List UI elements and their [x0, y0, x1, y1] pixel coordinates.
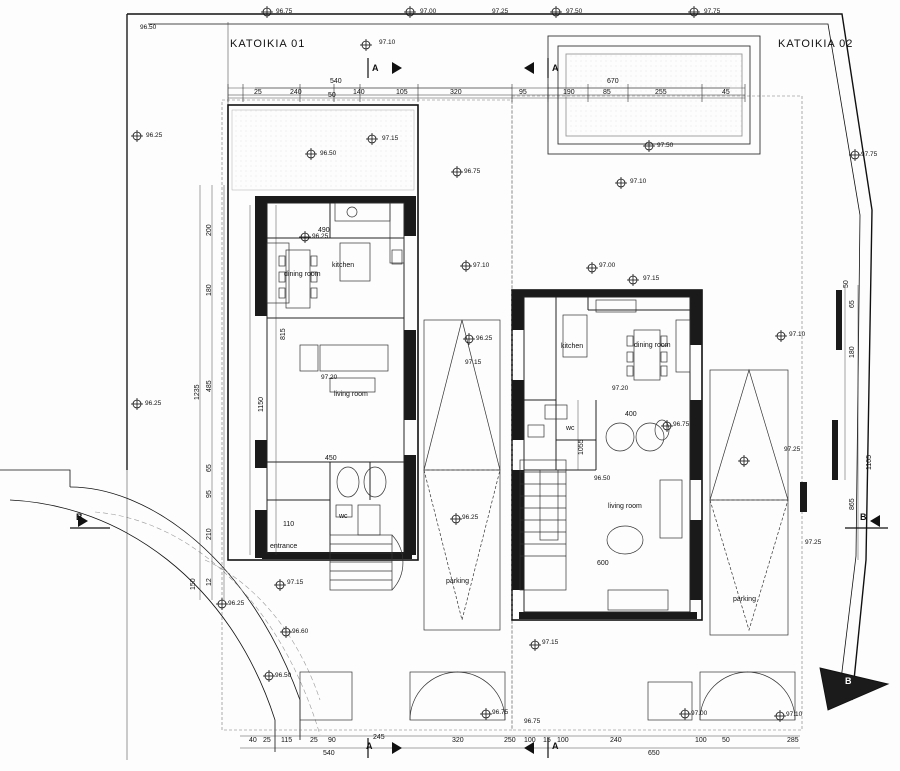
elevation-point: 97.15: [465, 359, 482, 366]
elevation-top-6: 97.75: [704, 8, 721, 15]
house-title-left: ΚΑΤΟΙΚΙΑ 01: [230, 38, 306, 50]
room-label-wc-left: wc: [339, 513, 348, 520]
room-label-parking-right: parking: [733, 596, 756, 603]
dim-top-8: 190: [563, 89, 575, 96]
dimv-left-main-3: 1235: [194, 384, 201, 400]
dimv-left-main-2: 1150: [258, 396, 265, 412]
elevation-point: 96.50: [275, 672, 292, 679]
elevation-point: 97.75: [861, 151, 878, 158]
dim-top-3: 50: [328, 92, 336, 99]
elevation-point: 97.10: [789, 331, 806, 338]
room-label-living-right: living room: [608, 503, 642, 510]
section-mark-a-bottom-left: A: [366, 741, 373, 751]
dimv-left-7: 12: [206, 578, 213, 586]
elevation-point: 97.00: [691, 710, 708, 717]
dim-top-11: 45: [722, 89, 730, 96]
elevation-point: 97.15: [287, 579, 304, 586]
room-label-kitchen-right: kitchen: [561, 343, 584, 350]
elevation-point: 97.25: [784, 446, 801, 453]
dim-top-4: 140: [353, 89, 365, 96]
elevation-top-3: 97.00: [420, 8, 437, 15]
dimv-left-5: 95: [206, 490, 213, 498]
elevation-point: 97.10: [379, 39, 396, 46]
dim-top-10: 255: [655, 89, 667, 96]
elevation-top-1: 96.50: [140, 24, 157, 31]
dim-interior-left-3: 110: [283, 521, 295, 528]
dimv-right-3: 865: [849, 498, 856, 510]
room-label-wc-right: wc: [566, 425, 575, 432]
section-mark-b-right: B: [860, 512, 867, 522]
dim-bottom-15: 285: [787, 737, 799, 744]
elevation-point: 96.75: [492, 709, 509, 716]
dim-bottom-8: 250: [504, 737, 516, 744]
living-furniture-left: [300, 345, 388, 392]
elevation-point: 97.10: [630, 178, 647, 185]
elevation-point: 96.25: [145, 400, 162, 407]
dimv-left-6: 210: [206, 528, 213, 540]
elevation-point: 97.15: [542, 639, 559, 646]
dim-interior-left-2: 450: [325, 455, 337, 462]
elevation-point: 96.75: [464, 168, 481, 175]
dim-bottom-total-right: 650: [648, 750, 660, 757]
dim-top-7: 95: [519, 89, 527, 96]
room-label-entrance-left: entrance: [270, 543, 298, 550]
elevation-point: 96.25: [462, 514, 479, 521]
dimv-left-4: 65: [206, 464, 213, 472]
section-mark-b-left: B: [76, 512, 83, 522]
elevation-point: 96.25: [146, 132, 163, 139]
dim-bottom-11: 100: [557, 737, 569, 744]
elevation-point: 96.50: [320, 150, 337, 157]
elevation-point: 97.20: [612, 385, 629, 392]
room-label-living-left: living room: [334, 391, 368, 398]
right-walls: [512, 290, 702, 619]
dimv-left-main-1: 815: [280, 328, 287, 340]
dim-bottom-7: 320: [452, 737, 464, 744]
dimv-right-4: 1105: [866, 454, 873, 470]
dim-interior-right-1: 400: [625, 411, 637, 418]
section-arrows: [78, 62, 880, 754]
dim-bottom-1: 40: [249, 737, 257, 744]
elevation-point: 97.50: [657, 142, 674, 149]
section-mark-a-top-left: A: [372, 63, 379, 73]
dimv-left-1: 200: [206, 224, 213, 236]
dim-interior-left-1: 490: [318, 227, 330, 234]
dim-bottom-9: 100: [524, 737, 536, 744]
dim-top-1: 25: [254, 89, 262, 96]
section-mark-a-bottom-right: A: [552, 741, 559, 751]
elevation-top-2: 96.75: [276, 8, 293, 15]
dimv-right-6: 50: [843, 280, 850, 288]
dim-bottom-14: 50: [722, 737, 730, 744]
dim-bottom-2: 25: [263, 737, 271, 744]
dimv-left-3: 485: [206, 380, 213, 392]
elevation-point: 96.75: [673, 421, 690, 428]
dining-table-right: [627, 330, 671, 380]
elevation-point: 97.20: [321, 374, 338, 381]
dim-bottom-4: 25: [310, 737, 318, 744]
room-label-kitchen-left: kitchen: [332, 262, 355, 269]
elevation-point: 96.25: [312, 233, 329, 240]
dimv-left-8: 150: [190, 578, 197, 590]
dim-top-total-right: 670: [607, 78, 619, 85]
elevation-point: 96.25: [476, 335, 493, 342]
room-label-dining-left: dining room: [284, 271, 321, 278]
dim-top-6: 320: [450, 89, 462, 96]
elevation-point: 97.00: [599, 262, 616, 269]
room-label-parking-left: parking: [446, 578, 469, 585]
elevation-point: 97.25: [805, 539, 822, 546]
dim-top-2: 240: [290, 89, 302, 96]
room-label-dining-right: dining room: [634, 342, 671, 349]
stairs-left: [330, 535, 403, 590]
elevation-point: 96.25: [228, 600, 245, 607]
dim-bottom-total-left: 540: [323, 750, 335, 757]
dim-bottom-5: 90: [328, 737, 336, 744]
house-right-outline: [512, 290, 702, 620]
dimv-right-5: 1055: [578, 439, 585, 455]
dimv-right-1: 65: [849, 300, 856, 308]
elevation-point: 97.10: [473, 262, 490, 269]
dimv-left-2: 180: [206, 284, 213, 296]
section-mark-b-compass: B: [845, 676, 852, 686]
elevation-point: 96.50: [594, 475, 611, 482]
dim-bottom-6: 245: [373, 734, 385, 741]
dim-top-total-left: 540: [330, 78, 342, 85]
dim-bottom-13: 100: [695, 737, 707, 744]
section-mark-a-top-right: A: [552, 63, 559, 73]
dim-bottom-3: 115: [281, 737, 293, 744]
dim-interior-right-2: 600: [597, 560, 609, 567]
dim-top-9: 85: [603, 89, 611, 96]
dim-top-5: 105: [396, 89, 408, 96]
stairs-right: [520, 460, 566, 590]
elevation-top-5: 97.50: [566, 8, 583, 15]
elevation-point: 96.75: [524, 718, 541, 725]
elevation-point: 97.15: [382, 135, 399, 142]
elevation-top-4: 97.25: [492, 8, 509, 15]
dimv-right-2: 180: [849, 346, 856, 358]
living-furniture-right: [540, 470, 682, 610]
house-title-right: ΚΑΤΟΙΚΙΑ 02: [778, 38, 854, 50]
dim-bottom-10: 15: [543, 737, 551, 744]
elevation-point: 97.10: [786, 711, 803, 718]
elevation-point: 96.60: [292, 628, 309, 635]
elevation-point: 97.15: [643, 275, 660, 282]
house-left-plot: [222, 100, 512, 730]
dim-bottom-12: 240: [610, 737, 622, 744]
